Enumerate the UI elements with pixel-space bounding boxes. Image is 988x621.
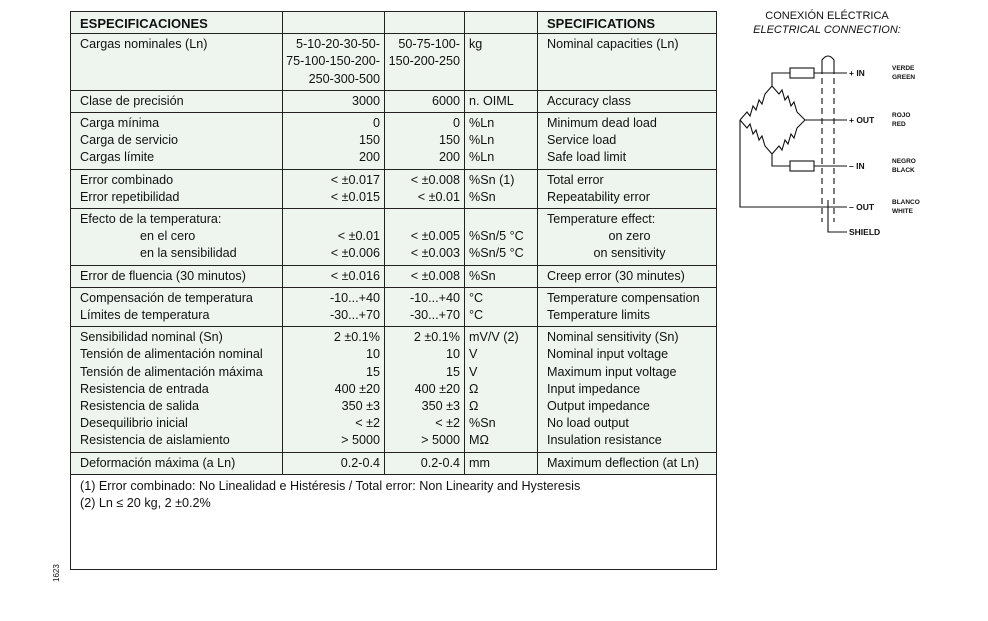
wire-color-red-en: RED xyxy=(892,121,906,128)
spec-label-en: Service load xyxy=(547,133,617,148)
value-col2: 200 xyxy=(438,150,460,165)
spec-label-es: Carga mínima xyxy=(80,116,160,131)
value-col2-cell xyxy=(385,113,465,170)
value-col2-cell xyxy=(385,90,465,112)
footnote: (1) Error combinado: No Linealidad e Histéresis / Total error: Non Linearity and Hysteresis xyxy=(80,478,581,493)
value-col2: < ±0.005 xyxy=(410,229,460,244)
table-row xyxy=(71,209,717,266)
wiring-diagram xyxy=(735,50,975,245)
spec-label-es-cell xyxy=(71,34,283,91)
value-col2: < ±0.003 xyxy=(410,246,460,261)
notes-row xyxy=(71,474,717,569)
value-col2: -10...+40 xyxy=(409,290,460,305)
connection-title-en: ELECTRICAL CONNECTION: xyxy=(753,24,901,36)
spec-label-en: Nominal input voltage xyxy=(547,347,669,362)
value-col1-cell xyxy=(283,327,385,452)
unit: %Ln xyxy=(469,133,495,148)
value-col2: 150-200-250 xyxy=(388,54,460,69)
spec-label-en: Minimum dead load xyxy=(547,116,657,131)
value-col1: > 5000 xyxy=(341,433,380,448)
spec-label-en: Maximum input voltage xyxy=(547,364,677,379)
spec-label-en-cell xyxy=(538,452,717,474)
spec-label-en: Accuracy class xyxy=(547,93,631,108)
header-en: SPECIFICATIONS xyxy=(538,12,717,34)
spec-label-es: en la sensibilidad xyxy=(140,246,237,261)
unit: %Sn xyxy=(469,268,496,283)
spec-label-es: en el cero xyxy=(140,229,196,244)
unit: MΩ xyxy=(469,433,489,448)
value-col2: < ±0.008 xyxy=(410,172,460,187)
footnotes xyxy=(71,474,717,569)
value-col2-cell xyxy=(385,287,465,326)
unit-cell xyxy=(465,265,538,287)
unit: %Ln xyxy=(469,150,495,165)
unit: mm xyxy=(469,455,490,470)
value-col1-cell xyxy=(283,452,385,474)
value-col1-cell xyxy=(283,113,385,170)
value-col1: < ±2 xyxy=(355,416,380,431)
wire-label-minus-in: – IN xyxy=(849,161,865,171)
value-col1: 350 ±3 xyxy=(341,399,380,414)
bridge-resistor-top-left xyxy=(740,86,772,120)
value-col1-cell xyxy=(283,169,385,208)
table-row xyxy=(71,90,717,112)
value-col1-cell xyxy=(283,90,385,112)
wire-label-plus-out: + OUT xyxy=(849,115,875,125)
value-col1: 0.2-0.4 xyxy=(340,455,380,470)
table-row xyxy=(71,113,717,170)
table-row xyxy=(71,287,717,326)
unit: %Sn xyxy=(469,189,496,204)
value-col1: 250-300-500 xyxy=(308,71,380,86)
unit: %Ln xyxy=(469,116,495,131)
lead-minus-in xyxy=(772,154,790,166)
value-col2 xyxy=(387,211,460,228)
value-col1: 400 ±20 xyxy=(334,381,380,396)
spec-label-en: Maximum deflection (at Ln) xyxy=(547,455,699,470)
spec-label-es: Deformación máxima (a Ln) xyxy=(80,455,236,470)
connection-title-es: CONEXIÓN ELÉCTRICA xyxy=(765,10,889,22)
spec-label-en-cell xyxy=(538,90,717,112)
table-row xyxy=(71,452,717,474)
shield-label: SHIELD xyxy=(849,227,881,237)
value-col1-cell xyxy=(283,265,385,287)
spec-label-en: Nominal capacities (Ln) xyxy=(547,37,679,52)
spec-label-en: on zero xyxy=(608,229,651,244)
table-row xyxy=(71,34,717,91)
spec-label-en: Input impedance xyxy=(547,381,641,396)
spec-label-es: Error repetibilidad xyxy=(80,189,180,204)
value-col2: 400 ±20 xyxy=(414,381,460,396)
value-col1-cell xyxy=(283,34,385,91)
value-col1: 0 xyxy=(372,116,380,131)
bridge-resistor-bottom-right xyxy=(772,120,805,154)
specifications-table xyxy=(70,11,717,570)
value-col2: -30...+70 xyxy=(409,308,460,323)
unit: V xyxy=(469,364,478,379)
spec-label-es: Error de fluencia (30 minutos) xyxy=(80,268,246,283)
unit-cell xyxy=(465,113,538,170)
unit: °C xyxy=(469,290,484,305)
spec-label-es: Resistencia de entrada xyxy=(80,381,209,396)
value-col2-cell xyxy=(385,209,465,266)
spec-label-es-cell xyxy=(71,265,283,287)
value-col1: -30...+70 xyxy=(329,308,380,323)
unit xyxy=(469,211,535,228)
header-col2 xyxy=(385,12,465,34)
spec-label-es: Límites de temperatura xyxy=(80,308,210,323)
wire-color-red-es: ROJO xyxy=(892,112,911,119)
spec-label-es: Clase de precisión xyxy=(80,93,184,108)
spec-label-es-cell xyxy=(71,287,283,326)
wire-color-green-en: GREEN xyxy=(892,74,916,81)
wire-color-white-es: BLANCO xyxy=(892,199,920,206)
wire-color-black-en: BLACK xyxy=(892,167,915,174)
spec-label-en: Nominal sensitivity (Sn) xyxy=(547,330,679,345)
spec-label-es: Resistencia de aislamiento xyxy=(80,433,230,448)
value-col1: < ±0.017 xyxy=(330,172,380,187)
value-col1: 150 xyxy=(358,133,380,148)
wire-color-black-es: NEGRO xyxy=(892,158,916,165)
spec-label-es: Carga de servicio xyxy=(80,133,178,148)
value-col1: 10 xyxy=(365,347,380,362)
value-col2: 50-75-100- xyxy=(398,37,460,52)
spec-label-es: Tensión de alimentación máxima xyxy=(80,364,263,379)
unit: %Sn/5 °C xyxy=(469,246,524,261)
unit: mV/V (2) xyxy=(469,330,519,345)
unit: %Sn xyxy=(469,416,496,431)
value-col2-cell xyxy=(385,452,465,474)
lead-plus-in xyxy=(772,73,790,86)
spec-label-en: Temperature compensation xyxy=(547,290,700,305)
value-col2: < ±0.008 xyxy=(410,268,460,283)
value-col2: 10 xyxy=(445,347,460,362)
shield-wire xyxy=(828,200,847,232)
value-col2: < ±0.01 xyxy=(417,189,460,204)
value-col1: < ±0.015 xyxy=(330,189,380,204)
spec-label-es: Cargas límite xyxy=(80,150,155,165)
unit-cell xyxy=(465,34,538,91)
value-col2: 350 ±3 xyxy=(421,399,460,414)
footnote: (2) Ln ≤ 20 kg, 2 ±0.2% xyxy=(80,496,211,511)
spec-label-en: Repeatability error xyxy=(547,189,650,204)
bridge-resistor-bottom-left xyxy=(740,120,772,154)
spec-label-es-cell xyxy=(71,209,283,266)
spec-label-en-cell xyxy=(538,287,717,326)
unit-cell xyxy=(465,209,538,266)
spec-label-en-cell xyxy=(538,169,717,208)
unit-cell xyxy=(465,452,538,474)
value-col2: 6000 xyxy=(431,93,460,108)
value-col1: < ±0.01 xyxy=(337,229,380,244)
spec-label-en: Insulation resistance xyxy=(547,433,662,448)
value-col2: 150 xyxy=(438,133,460,148)
spec-label-en: Total error xyxy=(547,172,604,187)
spec-label-es: Sensibilidad nominal (Sn) xyxy=(80,330,223,345)
lead-minus-out xyxy=(740,120,847,207)
spec-label-es-cell xyxy=(71,90,283,112)
spec-label-en: Temperature effect: xyxy=(547,212,656,227)
unit-cell xyxy=(465,327,538,452)
unit: n. OIML xyxy=(469,93,514,108)
unit: kg xyxy=(469,37,483,52)
table-row xyxy=(71,327,717,452)
value-col2: 15 xyxy=(445,364,460,379)
cable-sheath xyxy=(822,56,834,68)
value-col1: 200 xyxy=(358,150,380,165)
wire-label-minus-out: – OUT xyxy=(849,202,875,212)
value-col2: 0.2-0.4 xyxy=(420,455,460,470)
spec-label-en-cell xyxy=(538,113,717,170)
value-col1: -10...+40 xyxy=(329,290,380,305)
table-row xyxy=(71,169,717,208)
connection-title xyxy=(742,9,912,37)
bridge-resistor-top-right xyxy=(772,86,805,120)
spec-label-en: No load output xyxy=(547,416,629,431)
value-col2-cell xyxy=(385,169,465,208)
value-col1: 2 ±0.1% xyxy=(333,330,380,345)
value-col1-cell xyxy=(283,209,385,266)
unit: Ω xyxy=(469,381,479,396)
spec-label-en: Creep error (30 minutes) xyxy=(547,268,685,283)
spec-label-en-cell xyxy=(538,327,717,452)
value-col2: < ±2 xyxy=(435,416,460,431)
spec-label-en-cell xyxy=(538,209,717,266)
spec-label-es-cell xyxy=(71,169,283,208)
table-row xyxy=(71,265,717,287)
spec-label-en: Safe load limit xyxy=(547,150,627,165)
unit: %Sn (1) xyxy=(469,172,515,187)
spec-label-es: Cargas nominales (Ln) xyxy=(80,37,208,52)
spec-label-en: Output impedance xyxy=(547,399,650,414)
wire-color-white-en: WHITE xyxy=(892,208,913,215)
unit: %Sn/5 °C xyxy=(469,229,524,244)
unit: V xyxy=(469,347,478,362)
table-header-row xyxy=(71,12,717,34)
value-col2: 2 ±0.1% xyxy=(413,330,460,345)
value-col1: 15 xyxy=(365,364,380,379)
value-col2: > 5000 xyxy=(421,433,460,448)
wire-color-green-es: VERDE xyxy=(892,65,915,72)
value-col2: 0 xyxy=(452,116,460,131)
spec-label-es-cell xyxy=(71,113,283,170)
spec-label-es: Efecto de la temperatura: xyxy=(80,212,222,227)
spec-label-en-cell xyxy=(538,34,717,91)
spec-label-es-cell xyxy=(71,327,283,452)
value-col1: < ±0.016 xyxy=(330,268,380,283)
spec-label-es: Desequilibrio inicial xyxy=(80,416,188,431)
header-es: ESPECIFICACIONES xyxy=(71,12,283,34)
spec-label-en: Temperature limits xyxy=(547,308,650,323)
unit: °C xyxy=(469,308,484,323)
unit-cell xyxy=(465,169,538,208)
header-col1 xyxy=(283,12,385,34)
spec-label-es: Tensión de alimentación nominal xyxy=(80,347,263,362)
spec-label-en: on sensitivity xyxy=(593,246,666,261)
unit: Ω xyxy=(469,399,479,414)
spec-label-es: Resistencia de salida xyxy=(80,399,200,414)
side-code: 1623 xyxy=(52,564,61,582)
wire-label-plus-in: + IN xyxy=(849,68,865,78)
value-col1: < ±0.006 xyxy=(330,246,380,261)
value-col2-cell xyxy=(385,34,465,91)
header-unit xyxy=(465,12,538,34)
value-col1: 3000 xyxy=(351,93,380,108)
value-col2-cell xyxy=(385,265,465,287)
unit-cell xyxy=(465,90,538,112)
value-col1: 75-100-150-200- xyxy=(286,54,380,69)
value-col1: 5-10-20-30-50- xyxy=(295,37,380,52)
value-col2-cell xyxy=(385,327,465,452)
spec-label-en-cell xyxy=(538,265,717,287)
value-col1-cell xyxy=(283,287,385,326)
value-col1 xyxy=(285,211,380,228)
resistor-minus-in xyxy=(790,161,814,171)
spec-label-es-cell xyxy=(71,452,283,474)
unit-cell xyxy=(465,287,538,326)
resistor-plus-in xyxy=(790,68,814,78)
spec-label-es: Compensación de temperatura xyxy=(80,290,253,305)
specifications-table-body xyxy=(71,12,717,570)
spec-label-es: Error combinado xyxy=(80,172,174,187)
